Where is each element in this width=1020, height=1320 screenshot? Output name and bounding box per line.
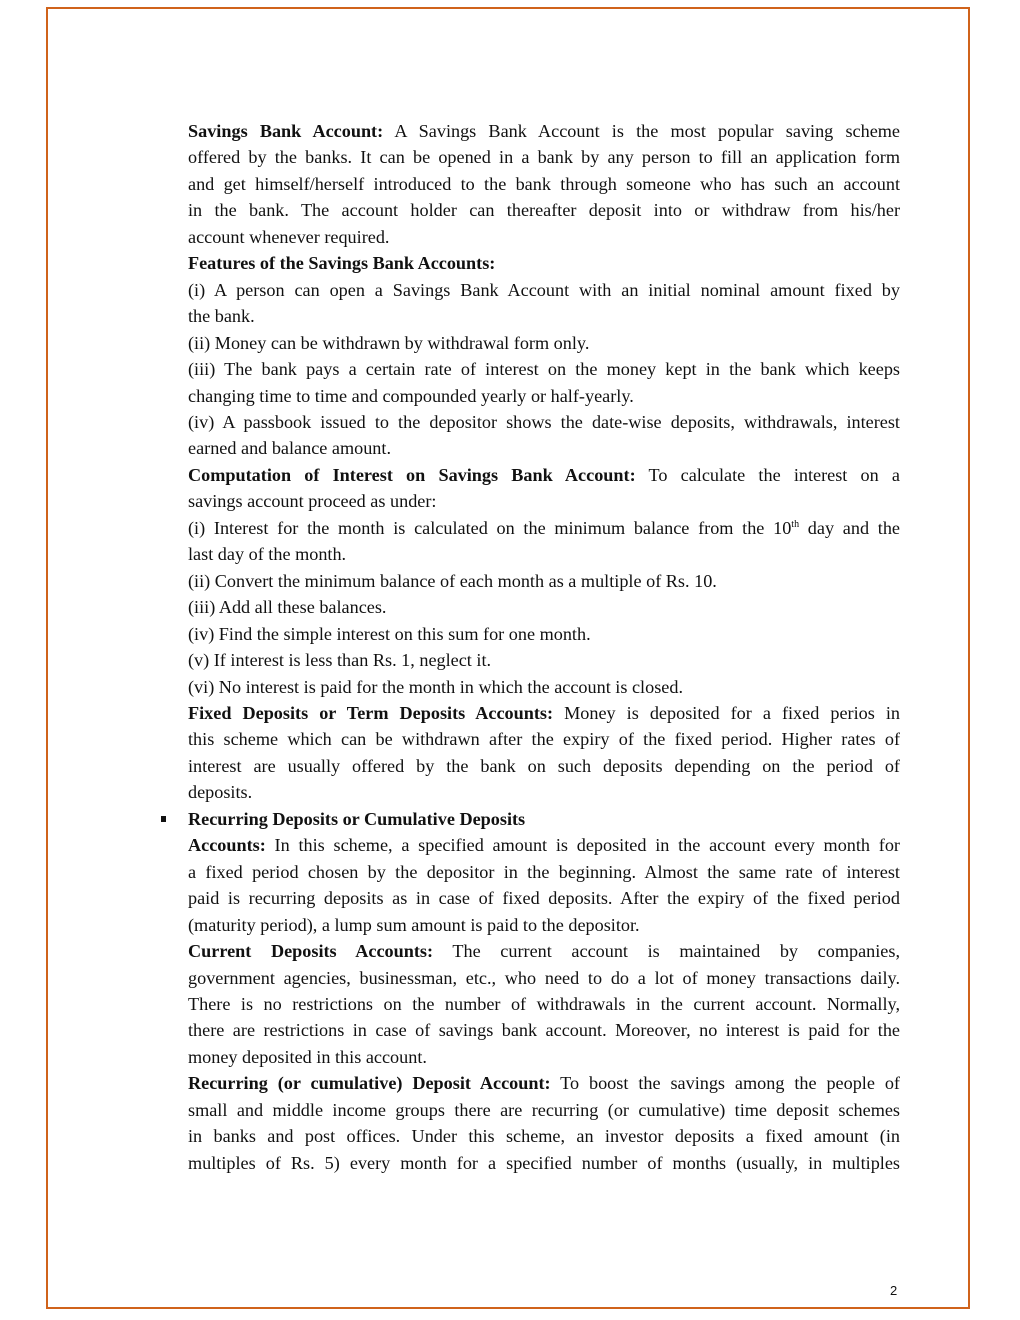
paragraph-line: There is no restrictions on the number of withdrawals in the current account. Normally, bbox=[188, 993, 900, 1014]
paragraph-line: small and middle income groups there are recurring (or cumulative) time deposit schemes bbox=[188, 1099, 900, 1120]
square-bullet-icon bbox=[161, 816, 166, 822]
paragraph-line: Recurring (or cumulative) Deposit Account: To boost the savings among the people of bbox=[188, 1070, 900, 1096]
paragraph-line: government agencies, businessman, etc., who need to do a lot of money transactions daily. bbox=[188, 967, 900, 988]
feature-line: the bank. bbox=[188, 306, 255, 327]
computation-step: (iii) Add all these balances. bbox=[188, 597, 387, 618]
computation-step: (i) Interest for the month is calculated on the minimum balance from the 10th day and the bbox=[188, 517, 900, 538]
feature-line: earned and balance amount. bbox=[188, 438, 391, 459]
section-title: Fixed Deposits or Term Deposits Accounts: bbox=[188, 702, 554, 723]
computation-step: (ii) Convert the minimum balance of each month as a multiple of Rs. 10. bbox=[188, 570, 717, 591]
section-savings-bank-account bbox=[188, 118, 900, 700]
features-heading: Features of the Savings Bank Accounts: bbox=[188, 253, 496, 274]
paragraph-line: Savings Bank Account: A Savings Bank Account is the most popular saving scheme bbox=[188, 118, 900, 144]
section-title: Current Deposits Accounts: bbox=[188, 941, 434, 962]
section-recurring-cumulative-deposits bbox=[188, 806, 900, 938]
paragraph-line: a fixed period chosen by the depositor in the beginning. Almost the same rate of interest bbox=[188, 861, 900, 882]
feature-line: (i) A person can open a Savings Bank Account with an initial nominal amount fixed by bbox=[188, 279, 900, 300]
section-fixed-deposits bbox=[188, 700, 900, 806]
paragraph-line: in banks and post offices. Under this scheme, an investor deposits a fixed amount (in bbox=[188, 1126, 900, 1147]
computation-step: (vi) No interest is paid for the month in which the account is closed. bbox=[188, 676, 683, 697]
paragraph-line: there are restrictions in case of savings bank account. Moreover, no interest is paid for the bbox=[188, 1020, 900, 1041]
computation-step: (iv) Find the simple interest on this sum for one month. bbox=[188, 623, 591, 644]
section-recurring-deposit-account bbox=[188, 1070, 900, 1176]
page-number: 2 bbox=[890, 1283, 898, 1298]
document-body bbox=[188, 118, 900, 1176]
computation-step: (v) If interest is less than Rs. 1, neglect it. bbox=[188, 650, 492, 671]
paragraph-line: Fixed Deposits or Term Deposits Accounts: Money is deposited for a fixed perios in bbox=[188, 700, 900, 726]
feature-line: (iii) The bank pays a certain rate of interest on the money kept in the bank which keeps bbox=[188, 359, 900, 380]
paragraph-line: deposits. bbox=[188, 782, 253, 803]
computation-line: savings account proceed as under: bbox=[188, 491, 437, 512]
section-title: Savings Bank Account: bbox=[188, 121, 384, 141]
section-title: Recurring Deposits or Cumulative Deposits bbox=[188, 806, 900, 832]
paragraph-line: Accounts: In this scheme, a specified amount is deposited in the account every month for bbox=[188, 835, 900, 856]
paragraph-line: Current Deposits Accounts: The current account is maintained by companies, bbox=[188, 938, 900, 964]
computation-heading: Computation of Interest on Savings Bank Account: bbox=[188, 464, 636, 485]
paragraph-line: paid is recurring deposits as in case of fixed deposits. After the expiry of the fixed period bbox=[188, 888, 900, 909]
paragraph-line: in the bank. The account holder can thereafter deposit into or withdraw from his/her bbox=[188, 200, 900, 221]
computation-step: last day of the month. bbox=[188, 544, 347, 565]
section-title: Recurring (or cumulative) Deposit Account: bbox=[188, 1073, 551, 1094]
section-title-continued: Accounts: bbox=[188, 835, 266, 856]
paragraph-line: money deposited in this account. bbox=[188, 1046, 427, 1067]
computation-line: Computation of Interest on Savings Bank Account: To calculate the interest on a bbox=[188, 464, 900, 485]
paragraph-line: offered by the banks. It can be opened in a bank by any person to fill an application form bbox=[188, 147, 900, 168]
feature-line: changing time to time and compounded yearly or half-yearly. bbox=[188, 385, 634, 406]
feature-line: (iv) A passbook issued to the depositor shows the date-wise deposits, withdrawals, interest bbox=[188, 411, 900, 432]
paragraph-line: account whenever required. bbox=[188, 226, 390, 247]
feature-line: (ii) Money can be withdrawn by withdrawal form only. bbox=[188, 332, 590, 353]
paragraph-line: multiples of Rs. 5) every month for a specified number of months (usually, in multiples bbox=[188, 1152, 900, 1173]
paragraph-line: and get himself/herself introduced to the bank through someone who has such an account bbox=[188, 173, 900, 194]
paragraph-line: (maturity period), a lump sum amount is paid to the depositor. bbox=[188, 914, 640, 935]
section-current-deposits bbox=[188, 938, 900, 1070]
paragraph-line: this scheme which can be withdrawn after the expiry of the fixed period. Higher rates of bbox=[188, 729, 900, 750]
paragraph-line: interest are usually offered by the bank on such deposits depending on the period of bbox=[188, 755, 900, 776]
